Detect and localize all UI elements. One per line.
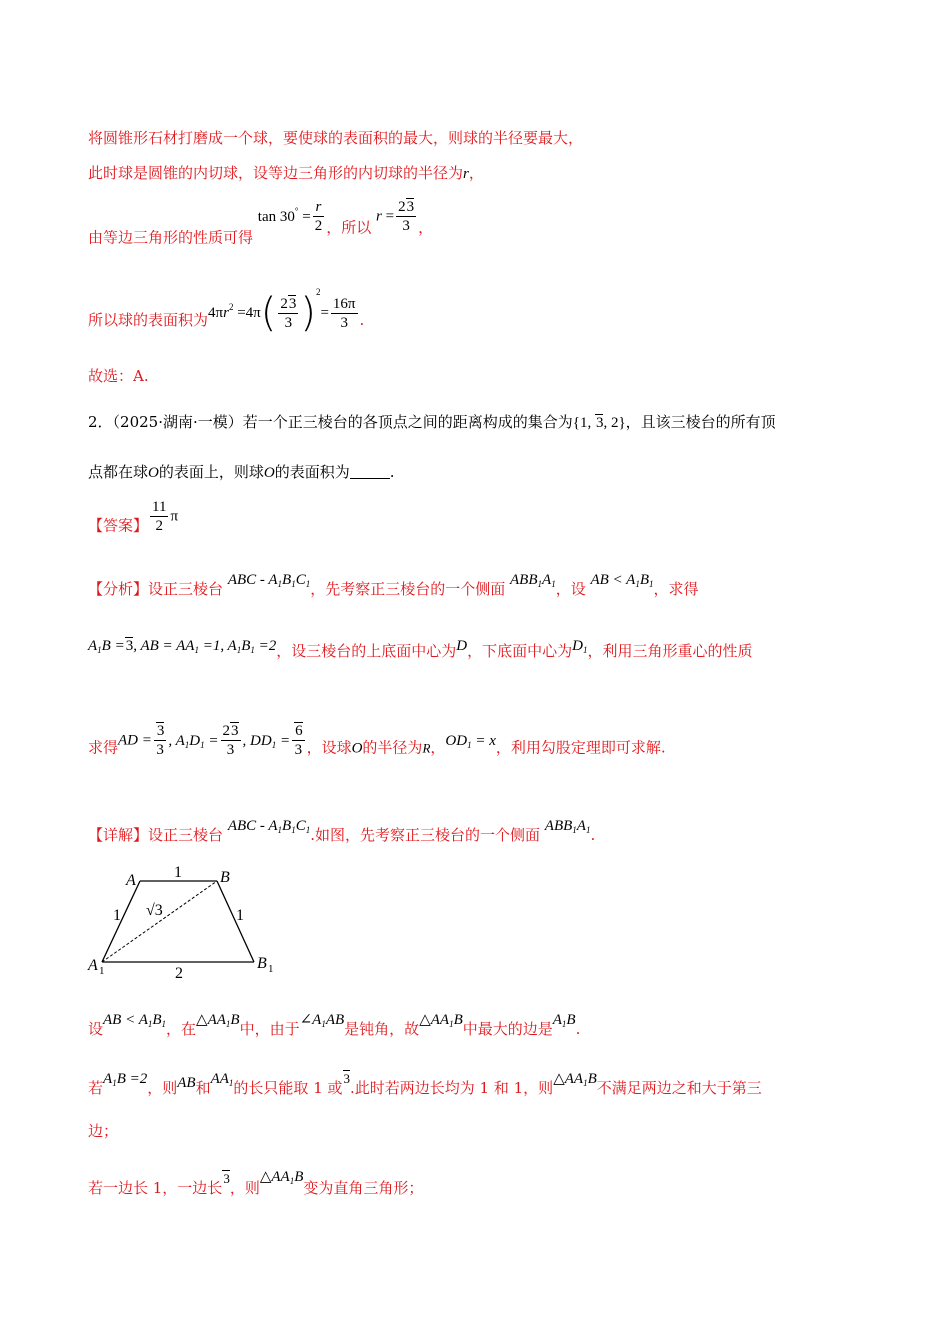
- detail-line-1: 【详解】设正三棱台 ABC - $A_1B_1C_1$.如图，先考察正三棱台的一个侧面 $ABB_1A_1$.: [88, 818, 596, 844]
- frac-16pi-3: $\frac{16\pi}{3}$: [332, 295, 356, 331]
- detail-label: 【详解】: [88, 826, 149, 844]
- text-line-2: 此时球是圆锥的内切球，设等边三角形的内切球的半径为r，: [88, 164, 484, 182]
- analysis-line-2: $A_1B =3$, AB = $AA_1 =1$, $A_1B_1 =2$，设三棱台的上底面中心为D，下底面中心为$D_1$，利用三角形重心的性质: [88, 638, 753, 660]
- len-bottom: 2: [175, 965, 183, 982]
- analysis-line-1: 【分析】设正三棱台 ABC - $A_1B_1C_1$，先考察正三棱台的一个侧面 $ABB_1A_1$，设 AB < $A_1B_1$，求得: [88, 572, 699, 598]
- line-3-text: 由等边三角形的性质可得: [88, 228, 254, 247]
- edge-aa1: [102, 881, 140, 962]
- label-b1: B: [257, 955, 267, 972]
- label-b1-sub: 1: [268, 963, 274, 975]
- step-line-3: 边；: [88, 1122, 119, 1140]
- var-r: r: [463, 166, 469, 182]
- label-a: A: [126, 872, 136, 889]
- answer-blank: [350, 464, 390, 479]
- len-left: 1: [113, 907, 121, 924]
- frac-r-2: $\frac{r}{2}$: [314, 199, 323, 234]
- frac-2sqrt3-3-b: $\frac{23}{3}$: [280, 295, 297, 331]
- frac-2sqrt3-3: $\frac{23}{3}$: [398, 199, 415, 234]
- line-2-text: 此时球是圆锥的内切球，设等边三角形的内切球的半径为: [88, 164, 464, 182]
- line-5-text: 故选：A.: [88, 367, 149, 385]
- step-line-1: 设AB < $A_1B_1$，在$\triangle AA_1B$中，由于$\angle A_1AB$是钝角，故$\triangle AA_1B$中最大的边是$A_1B$.: [88, 1012, 581, 1038]
- line-3-mid: ，所以: [326, 218, 372, 237]
- tan-expr: tan 30° =: [257, 205, 311, 225]
- set-expr: {1, 3, 2}: [572, 415, 626, 431]
- q2-text-c: 点都在球: [88, 463, 149, 481]
- line-4-text: 所以球的表面积为: [88, 311, 209, 329]
- label-b: B: [220, 869, 230, 886]
- step-line-4: 若一边长 1，一边长3，则$\triangle AA_1B$变为直角三角形；: [88, 1169, 424, 1197]
- q2-text-b: ，且该三棱台的所有顶: [625, 413, 776, 431]
- q2-text-e: 的表面积为: [274, 463, 350, 481]
- text-line-5: [88, 366, 149, 386]
- frac-11-2: $\frac{11}{2}$: [152, 499, 167, 534]
- len-diag: √3: [146, 902, 163, 919]
- answer-line: 【答案】 $\frac{11}{2}$ π: [88, 499, 179, 535]
- q2-text-a: 2．（2025·湖南·一模）若一个正三棱台的各顶点之间的距离构成的集合为: [88, 413, 573, 431]
- analysis-label: 【分析】: [88, 580, 149, 598]
- label-a1: A: [88, 957, 98, 974]
- analysis-line-3: 求得AD = $\frac{3}{3}$ , $A_1D_1$ = $\frac{23}{3}$ , $DD_1$ = $\frac{6}{3}$ ，设球O的半径为R，$OD_1 = x$，利用勾股定理即可求解.: [88, 723, 666, 758]
- trapezoid-figure: [80, 858, 280, 983]
- len-right: 1: [236, 907, 244, 924]
- area-expr: $4\pi r^2 =4\pi$: [208, 302, 261, 321]
- text-line-3: 由等边三角形的性质可得 tan 30° = $\frac{r}{2}$ ，所以 r = $\frac{23}{3}$ ，: [88, 199, 434, 247]
- question-2-line-1: [88, 412, 776, 433]
- len-top: 1: [174, 864, 182, 881]
- line-1-text: 将圆锥形石材打磨成一个球，要使球的表面积的最大，则球的半径要最大，: [88, 129, 584, 147]
- label-a1-sub: 1: [99, 965, 105, 977]
- question-2-line-2: 点都在球O的表面上，则球O的表面积为 .: [88, 463, 395, 481]
- step-line-2: 若$A_1B =2$，则AB和$AA_1$的长只能取 1 或3.此时若两边长均为 1 和 1，则$\triangle AA_1B$不满足两边之和大于第三: [88, 1071, 762, 1097]
- text-line-4: 所以球的表面积为$4\pi r^2 =4\pi$( $\frac{23}{3}$ )$^2$= $\frac{16\pi}{3}$ .: [88, 287, 365, 336]
- q2-text-d: 的表面上，则球: [158, 463, 264, 481]
- answer-label: 【答案】: [88, 516, 149, 535]
- var-r-eq: r: [376, 208, 382, 225]
- text-line-1: [88, 128, 583, 148]
